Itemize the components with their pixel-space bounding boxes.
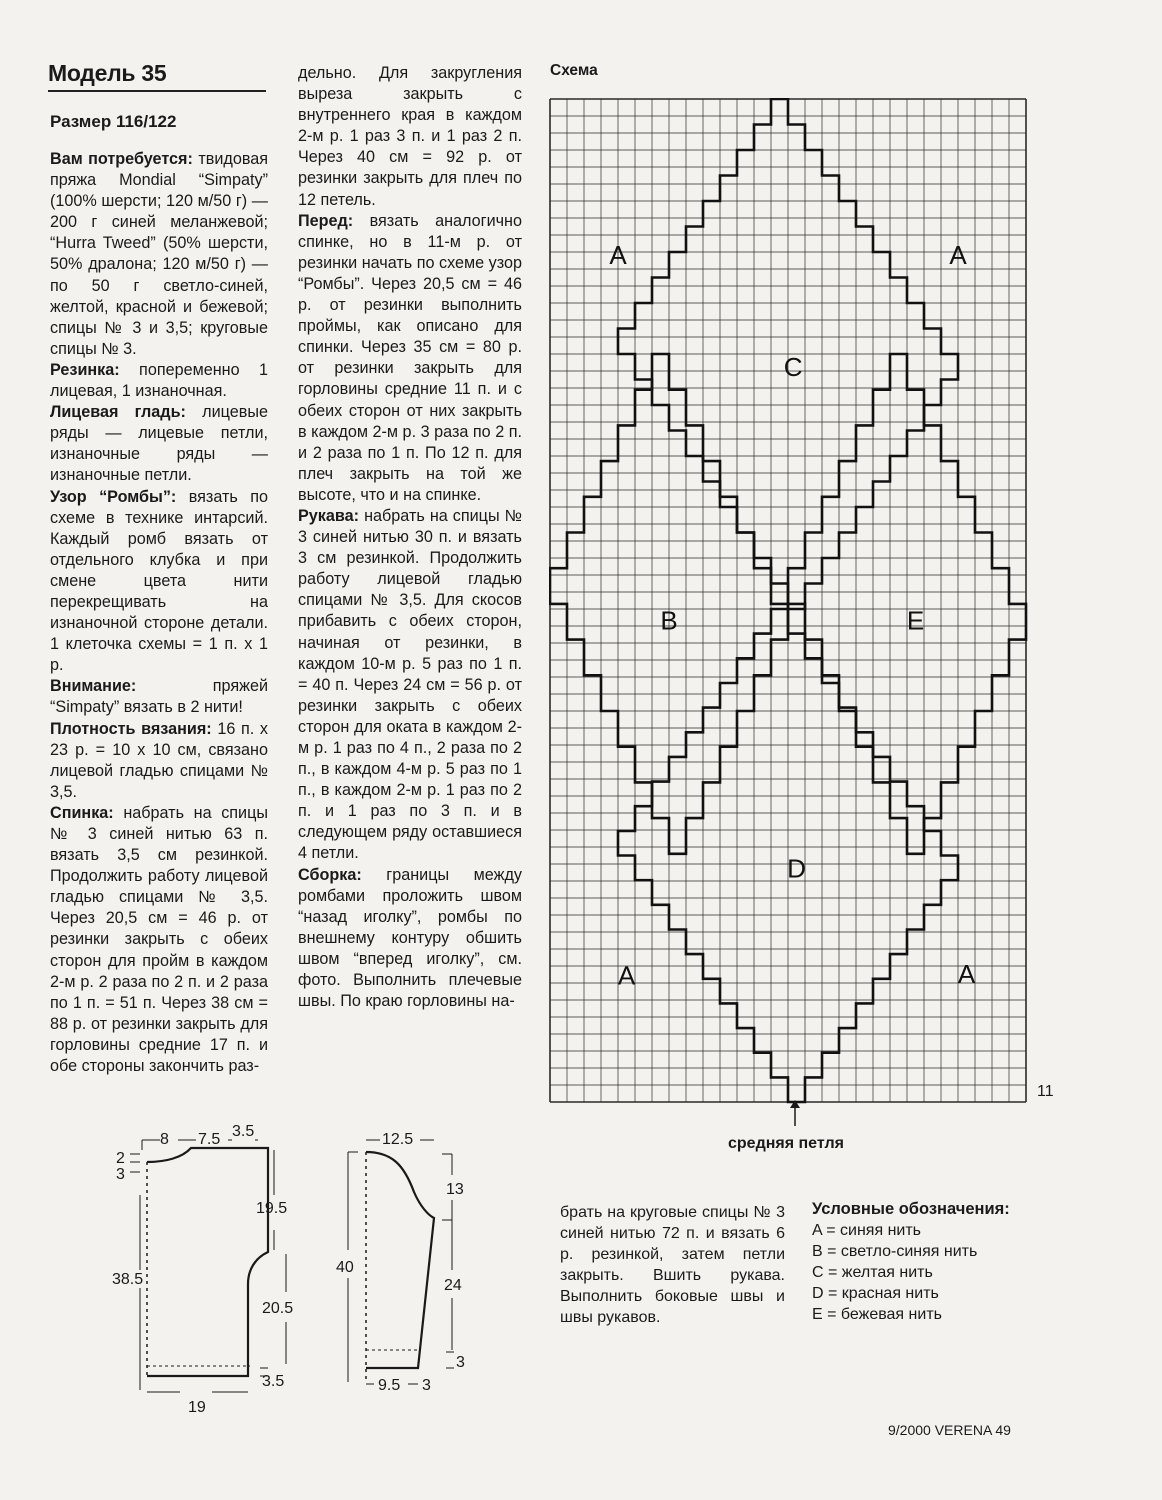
sleeve-dim-cuff: 3	[456, 1354, 465, 1371]
body-dim-side: 20.5	[262, 1300, 294, 1317]
instruction-paragraph	[50, 676, 268, 718]
body-dim-armhole: 19.5	[256, 1200, 288, 1217]
instruction-text: пряжей “Simpaty” вязать в 2 нити!	[50, 677, 268, 717]
instructions-column-3: брать на круговые спицы № 3 синей нитью 72 п. и вязать 6 р. резинкой, затем петли закрыть. Вшить рукава. Выполнить боковые швы и швы рукавов.	[560, 1204, 785, 1326]
instruction-paragraph	[50, 360, 268, 402]
instructions-column-1	[50, 149, 268, 1077]
instruction-paragraph	[50, 487, 268, 677]
legend-item: C = желтая нить	[812, 1264, 933, 1281]
instruction-paragraph	[50, 149, 268, 360]
instruction-paragraph	[298, 211, 522, 506]
legend-item: E = бежевая нить	[812, 1306, 942, 1323]
instruction-text: набрать на спицы № 3 синей нитью 63 п. вязать 3,5 см резинкой. Продолжить работу лицевой гладью спицами № 3,5. Через 20,5 см = 46 р. от резинки закрыть с обеих сторон для пройм в каждом 2-м р. 2 раза по 2 п. и 2 раза по 1 п. = 51 п. Через 38 см = 88 р. от резинки закрыть для горловины средние 17 п. и обе стороны закончить раз-	[50, 803, 268, 1076]
body-dim-width: 19	[188, 1399, 206, 1416]
instruction-text: лицевые ряды — лицевые петли, изнаночные ряды — изнаночные петли.	[50, 403, 268, 485]
instruction-label: Узор “Ромбы”:	[50, 487, 177, 506]
instruction-paragraph	[298, 506, 522, 865]
legend-item: D = красная нить	[812, 1285, 939, 1302]
chart-region-letter: A	[949, 239, 967, 270]
body-dim-neck: 8	[160, 1131, 169, 1148]
knitting-chart	[549, 98, 1029, 1104]
instruction-paragraph	[50, 719, 268, 803]
body-dim-total-length: 38.5	[112, 1271, 144, 1288]
chart-region-letter: A	[957, 959, 976, 989]
chart-label: Схема	[550, 62, 598, 79]
instruction-label: Рукава:	[298, 506, 360, 525]
chart-region-letter: D	[787, 853, 806, 884]
chart-region-letter: A	[609, 239, 627, 270]
body-dim-shoulder: 3.5	[232, 1123, 255, 1140]
sleeve-dim-width: 9.5	[378, 1377, 401, 1394]
sleeve-dim-underarm: 24	[444, 1277, 462, 1294]
body-dim-neck-depth-2: 3	[116, 1166, 125, 1183]
title-rule	[48, 90, 266, 92]
instruction-label: Перед:	[298, 211, 354, 230]
sleeve-dim-cap: 13	[446, 1181, 464, 1198]
body-outline	[147, 1148, 268, 1376]
size-heading: Размер 116/122	[50, 112, 177, 131]
legend-item: A = синяя нить	[812, 1222, 922, 1239]
body-dim-neck-half: 7.5	[198, 1131, 221, 1148]
instruction-paragraph	[298, 865, 522, 1013]
instruction-text: набрать на спицы № 3 синей нитью 30 п. и вязать 3 см резинкой. Продолжить работу лицевой гладью спицами № 3,5. Для скосов прибавить с обеих сторон, начиная от резинки, в каждом 10-м р. 5 раз по 1 п. = 40 п. Через 24 см = 56 р. от резинки закрыть с обеих сторон для оката в каждом 2-м р. 1 раз по 4 п., 2 раза по 2 п., в каждом 4-м р. 5 раз по 1 п., в каждом 2-м р. 1 раз по 2 п. и 1 раз по 3 п. и в следующем ряду оставшиеся 4 петли.	[298, 506, 522, 863]
instruction-text: попеременно 1 лицевая, 1 изнаночная.	[50, 360, 268, 401]
sleeve-schematic	[330, 1120, 490, 1410]
chart-region-letter: E	[906, 605, 925, 636]
instruction-paragraph	[298, 63, 522, 211]
chart-region-letter: C	[783, 352, 803, 383]
instruction-text: 16 п. х 23 р. = 10 х 10 см, связано лицевой гладью спицами № 3,5.	[50, 719, 268, 801]
chart-row-number: 11	[1037, 1083, 1054, 1100]
instruction-label: Сборка:	[298, 865, 362, 884]
sleeve-outline	[366, 1152, 434, 1368]
instruction-text: дельно. Для закругления выреза закрыть с внутреннего края в каждом 2-м р. 1 раз 3 п. и 1 раз 2 п. Через 40 см = 92 р. от резинки закрыть для плеч по 12 петель.	[298, 64, 522, 209]
instruction-paragraph	[50, 803, 268, 1077]
legend-title: Условные обозначения:	[812, 1200, 1010, 1218]
sleeve-dim-length: 40	[336, 1259, 354, 1276]
sleeve-dim-increase: 3	[422, 1377, 431, 1394]
sleeve-dim-top: 12.5	[382, 1131, 414, 1148]
instruction-text: границы между ромбами проложить швом “назад иголку”, ромбы по внешнему контуру обшить швом “вперед иголку”, см. фото. Выполнить плечевые швы. По краю горловины на-	[298, 865, 522, 1011]
instructions-column-2	[298, 63, 522, 1012]
instruction-label: Лицевая гладь:	[50, 403, 186, 422]
model-title: Модель 35	[48, 60, 167, 86]
instruction-text: вязать по схеме в технике интарсий. Каждый ромб вязать от отдельного клубка и при смене цвета нити перекрещивать на изнаночной стороне детали. 1 клеточка схемы = 1 п. х 1 р.	[50, 487, 268, 675]
body-dim-neck-depth-1: 2	[116, 1150, 125, 1167]
chart-region-letter: A	[617, 960, 636, 991]
middle-stitch-label: средняя петля	[728, 1135, 844, 1152]
legend-item: B = светло-синяя нить	[812, 1243, 978, 1260]
body-dim-ribbing: 3.5	[262, 1373, 285, 1390]
chart-region-letter: B	[660, 605, 678, 636]
instruction-paragraph	[50, 402, 268, 486]
body-schematic	[0, 1120, 320, 1420]
legend	[812, 1199, 1042, 1325]
middle-stitch-arrow-icon	[788, 1100, 802, 1128]
instruction-label: Резинка:	[50, 360, 120, 379]
instruction-label: Спинка:	[50, 803, 114, 822]
instruction-text: вязать аналогично спинке, но в 11-м р. от резинки начать по схеме узор “Ромбы”. Через 20,5 см = 46 р. от резинки выполнить проймы, как описано для спинки. Через 35 см = 80 р. от резинки закрыть для горловины средние 11 п. и с обеих сторон от них закрыть в каждом 2-м р. 3 раза по 2 п. и 2 раза по 1 п. По 12 п. для плеч закрыть на той же высоте, что и на спинке.	[298, 211, 522, 504]
page-footer: 9/2000 VERENA 49	[888, 1422, 1011, 1438]
instruction-label: Внимание:	[50, 677, 137, 696]
instruction-text: твидовая пряжа Mondial “Simpaty” (100% шерсти; 120 м/50 г) — 200 г синей меланжевой; “Hurra Tweed” (50% шерсти, 50% дралона; 120 м/50 г) — по 50 г светло-синей, желтой, красной и бежевой; спицы № 3 и 3,5; круговые спицы № 3.	[50, 150, 269, 358]
instruction-label: Плотность вязания:	[50, 719, 212, 738]
instruction-label: Вам потребуется:	[50, 150, 193, 168]
